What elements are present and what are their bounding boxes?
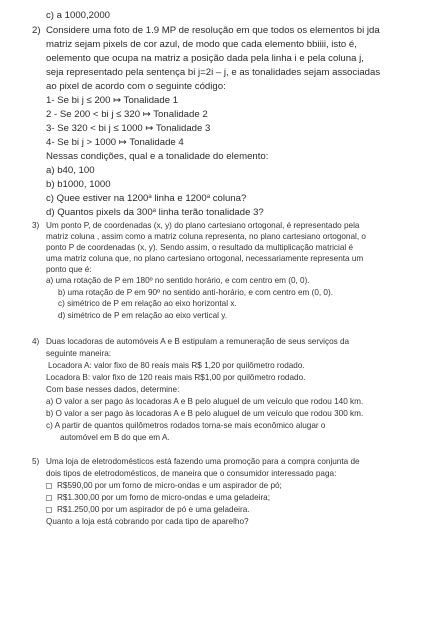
q4-statement-line: Duas locadoras de automóveis A e B estipulam a remuneração de seus serviços da [46,337,350,346]
q1-option-c: c) a 1000,2000 [46,10,111,21]
q5-question: Quanto a loja está cobrando por cada tipo de aparelho? [46,517,249,526]
q3-option-b: b) uma rotação de P em 90º no sentido anti-horário, e com centro em (0, 0). [58,288,333,297]
q3-statement-line: ponto que é: [46,265,92,274]
q5-list-item-text: R$590,00 por um forno de micro-ondas e um aspirador de pó; [57,481,282,490]
q5-list-item-text: R$1.300,00 por um forno de micro-ondas e uma geladeira; [57,493,270,502]
q2-statement-line: oelemento que ocupa na matriz a posição dada pela linha i e pela coluna j, [46,53,364,64]
q2-code-line: 2 - Se 200 < bi j ≤ 320 ↦ Tonalidade 2 [46,109,208,120]
q3-statement-line: ponto P de coordenadas (x, y). Sendo assim, o resultado da multiplicação matricial é [46,243,354,252]
q3-number: 3) [32,221,40,230]
q3-option-c: c) simétrico de P em relação ao eixo horizontal x. [58,299,237,308]
checkbox-icon [46,507,52,513]
q2-option-a: a) b40, 100 [46,165,95,176]
q2-option-c: c) Quee estiver na 1200$^a$ linha e 1200$^a$ coluna? [46,193,247,204]
q5-number: 5) [32,457,40,466]
q5-statement-line: Uma loja de eletrodomésticos está fazendo uma promoção para a compra conjunta de [46,457,360,466]
q4-number: 4) [32,337,40,346]
q5-list-item [46,482,282,490]
q3-statement-line: uma matriz coluna que, no plano cartesiano ortogonal, necessariamente representa um [46,254,364,263]
q4-option-a: a) O valor a ser pago às locadoras A e B pelo aluguel de um veículo que rodou 140 km. [46,397,364,406]
q2-option-b: b) b1000, 1000 [46,179,111,190]
q2-statement-line: Considere uma foto de 1.9 MP de resolução em que todos os elementos bi jda [46,25,380,36]
checkbox-icon [46,495,52,501]
q4-locadora-a: Locadora A: valor fixo de 80 reais mais R$ 1,20 por quilômetro rodado. [48,361,305,370]
q2-statement-line: ao pixel de acordo com o seguinte código: [46,81,226,92]
q4-statement-line: seguinte maneira: [46,349,112,358]
checkbox-icon [46,483,52,489]
q2-option-d: d) Quantos pixels da 300$^a$ linha terão tonalidade 3? [46,207,264,218]
q2-code-line: 1- Se bi j ≤ 200 ↦ Tonalidade 1 [46,95,179,106]
q5-statement-line: dois tipos de eletrodomésticos, de maneira que o consumidor interessado paga: [46,469,337,478]
q5-list-item [46,494,270,502]
q4-locadora-b: Locadora B: valor fixo de 120 reais mais R$1,00 por quilômetro rodado. [46,373,306,382]
q3-statement-line: matriz coluna , assim como a matriz coluna representa, no plano cartesiano ortogonal, o [46,232,366,241]
q4-option-c-continued: automóvel em B do que em A. [60,433,170,442]
q2-code-line: 4- Se bi j > 1000 ↦ Tonalidade 4 [46,137,184,148]
q3-option-d: d) simétrico de P em relação ao eixo vertical y. [58,311,227,320]
q2-number: 2) [32,25,41,36]
q4-prompt: Com base nesses dados, determine: [46,385,180,394]
q5-list-item-text: R$1.250,00 por um aspirador de pó e uma geladeira. [57,505,250,514]
q5-list-item [46,506,250,514]
q3-option-a: a) uma rotação de P em 180º no sentido horário, e com centro em (0, 0). [46,276,310,285]
q4-option-c: c) A partir de quantos quilômetros rodados torna-se mais econômico alugar o [46,421,326,430]
q2-statement-line: seja representado pela sentença bi j=2i – j, e as tonalidades sejam associadas [46,67,381,78]
q3-statement-line: Um ponto P, de coordenadas (x, y) do plano cartesiano ortogonal, é representado pela [46,221,360,230]
q2-prompt: Nessas condições, qual e a tonalidade do elemento: [46,151,269,162]
q2-code-line: 3- Se 320 < bi j ≤ 1000 ↦ Tonalidade 3 [46,123,211,134]
q4-option-b: b) O valor a ser pago às locadoras A e B pelo aluguel de um veículo que rodou 300 km. [46,409,364,418]
q2-statement-line: matriz sejam pixels de cor azul, de modo que cada elemento bbiiii, isto é, [46,39,357,50]
